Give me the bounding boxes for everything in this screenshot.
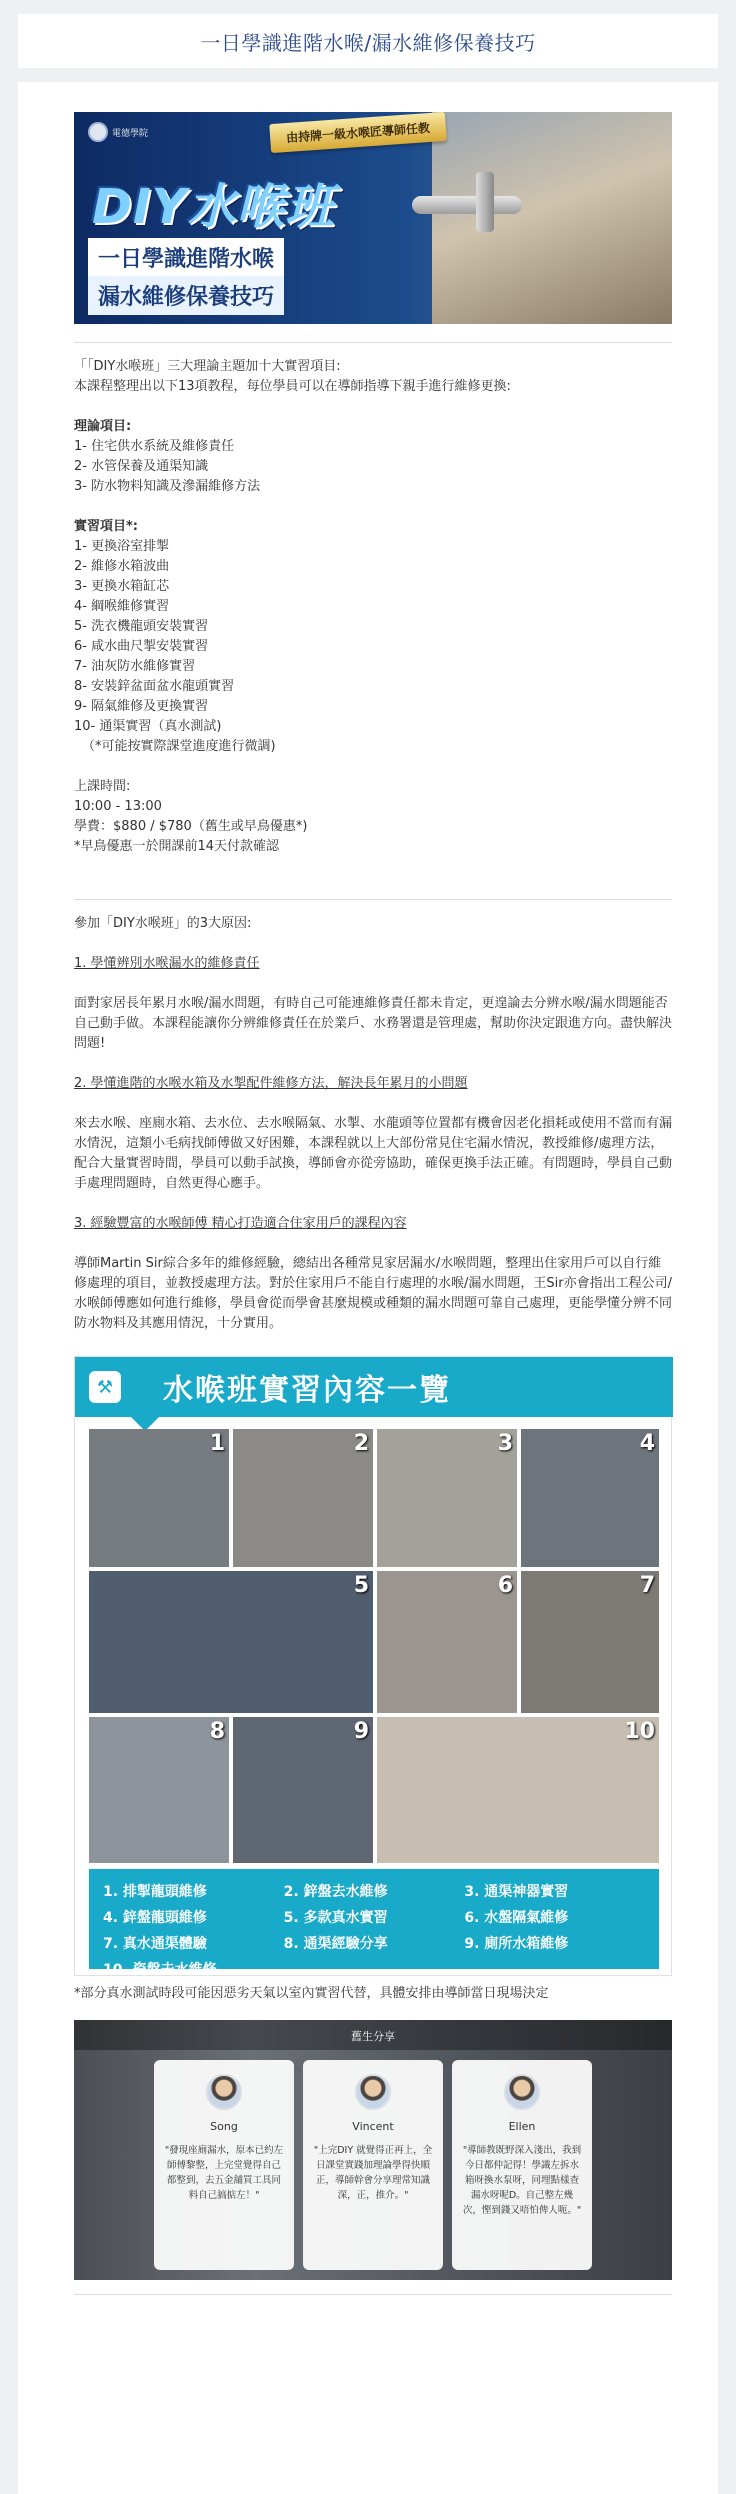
photo-number: 9 [353, 1719, 369, 1744]
legend-item: 8. 通渠經驗分享 [283, 1936, 388, 1952]
reason-1-title: 1. 學懂辨別水喉漏水的維修責任 [74, 956, 260, 971]
practical-item: 5- 洗衣機龍頭安裝實習 [74, 619, 209, 634]
schedule-time-label: 上課時間: [74, 779, 131, 794]
schedule-fee: 學費：$880 / $780（舊生或早鳥優惠*) [74, 819, 308, 834]
practical-note: （*可能按實際課堂進度進行微調) [82, 739, 276, 754]
divider [74, 342, 672, 343]
practical-item: 10- 通渠實習（真水測試) [74, 719, 222, 734]
photo-number: 6 [497, 1573, 513, 1598]
photo-number: 10 [624, 1719, 655, 1744]
logo-text: 電德學院 [112, 128, 149, 139]
practice-photo [89, 1571, 373, 1713]
hero-ribbon: 由持牌一級水喉匠導師任教 [269, 112, 447, 153]
practice-photo [233, 1429, 373, 1567]
reason-2-title: 2. 學懂進階的水喉水箱及水掣配件維修方法，解決長年累月的小問題 [74, 1076, 468, 1091]
practice-photo [521, 1429, 659, 1567]
reason-3-title: 3. 經驗豐富的水喉師傅 精心打造適合住家用戶的課程內容 [74, 1216, 407, 1231]
practical-heading: 實習項目*: [74, 519, 138, 534]
reasons-section [74, 914, 672, 1334]
practice-legend [89, 1869, 659, 1978]
practical-item: 2- 維修水箱波曲 [74, 559, 170, 574]
testimonial-card [303, 2060, 443, 2270]
article-body [74, 112, 672, 2295]
testimonial-quote: "上完DIY 就覺得正再上，全日課堂實踐加理論學得快順正，導師幹會分享理常知識深，正，推介。" [313, 2145, 433, 2201]
testimonials-image [74, 2020, 672, 2280]
intro-line: 本課程整理出以下13項教程，每位學員可以在導師指導下親手進行維修更換: [74, 379, 511, 394]
practice-photo [89, 1717, 229, 1863]
testimonial-quote: "導師教既野深入淺出，我到今日都仲記得！學識左拆水箱呀換水泵呀，同埋點樣查漏水呀呢D。自己整左幾次，慳到錢又唔怕俾人呃。" [462, 2145, 582, 2216]
reason-2-body: 來去水喉、座廁水箱、去水位、去水喉隔氣、水掣、水龍頭等位置都有機會因老化損耗或使用不當而有漏水情況，這類小毛病找師傅做又好困難，本課程就以上大部份常見住宅漏水情況，教授維修/處理方法，配合大量實習時間，學員可以動手試換，導師會亦從旁協助，確保更換手法正確。有問題時，學員自己動手處理問題時，自然更得心應手。 [74, 1116, 673, 1191]
legend-item: 10. 瓷盤去水維修 [103, 1962, 217, 1978]
pipe-graphic [412, 196, 522, 214]
legend-item: 9. 廁所水箱維修 [464, 1936, 569, 1952]
testimonial-name: Ellen [508, 2120, 536, 2133]
tap-icon: ⚒ [89, 1371, 121, 1403]
avatar [206, 2074, 242, 2110]
hero-tagline-2: 漏水維修保養技巧 [88, 276, 284, 315]
theory-item: 1- 住宅供水系統及維修責任 [74, 439, 235, 454]
testimonial-card [452, 2060, 592, 2270]
avatar [504, 2074, 540, 2110]
practical-item: 9- 隔氣維修及更換實習 [74, 699, 209, 714]
practice-overview-image [74, 1356, 672, 1976]
schedule-time: 10:00 - 13:00 [74, 799, 162, 814]
divider [74, 2294, 672, 2295]
reason-1-body: 面對家居長年累月水喉/漏水問題，有時自己可能連維修責任都未肯定，更遑論去分辨水喉/漏水問題能否自己動手做。本課程能讓你分辨維修責任在於業戶、水務署還是管理處，幫助你決定跟進方向。盡快解決問題! [74, 996, 673, 1051]
practical-item: 6- 咸水曲尺掣安裝實習 [74, 639, 209, 654]
testimonial-card [154, 2060, 294, 2270]
photo-number: 8 [209, 1719, 225, 1744]
practice-header [75, 1357, 673, 1417]
divider [74, 899, 672, 900]
legend-item: 6. 水盤隔氣維修 [464, 1910, 569, 1926]
theory-heading: 理論項目: [74, 419, 132, 434]
legend-item: 7. 真水通渠體驗 [103, 1936, 207, 1952]
legend-item: 4. 鋅盤龍頭維修 [103, 1910, 207, 1926]
photo-number: 3 [497, 1431, 513, 1456]
practice-photo [377, 1429, 517, 1567]
practice-photo [89, 1429, 229, 1567]
testimonials-title: 舊生分享 [351, 2030, 395, 2043]
practice-photo [377, 1571, 517, 1713]
academy-logo [88, 122, 148, 142]
practical-item: 4- 綱喉維修實習 [74, 599, 170, 614]
intro-line: 「「DIY水喉班」三大理論主題加十大實習項目: [74, 359, 341, 374]
course-intro [74, 357, 672, 857]
hero-tagline-1: 一日學識進階水喉 [88, 238, 284, 277]
testimonial-name: Vincent [352, 2120, 394, 2133]
hero-photo-hands [432, 112, 672, 324]
legend-item: 2. 鋅盤去水維修 [283, 1884, 388, 1900]
photo-number: 1 [209, 1431, 225, 1456]
practical-item: 7- 油灰防水維修實習 [74, 659, 196, 674]
testimonial-name: Song [210, 2120, 238, 2133]
legend-item: 5. 多款真水實習 [283, 1910, 388, 1926]
page-title: 一日學識進階水喉/漏水維修保養技巧 [200, 30, 536, 55]
testimonial-quote: "發現座廁漏水，原本已約左師傅黎整，上完堂覺得自己都整到，去五金舖買工具同料自己搞掂左！" [164, 2145, 284, 2201]
early-bird-note: *早鳥優惠一於開課前14天付款確認 [74, 839, 280, 854]
practice-photo [521, 1571, 659, 1713]
hero-course-name: DIY水喉班 [92, 179, 335, 235]
reasons-intro: 參加「DIY水喉班」的3大原因: [74, 916, 252, 931]
practice-photo [233, 1717, 373, 1863]
photo-number: 7 [639, 1573, 655, 1598]
page-header [18, 14, 718, 68]
photo-number: 5 [353, 1573, 369, 1598]
theory-item: 3- 防水物料知識及滲漏維修方法 [74, 479, 261, 494]
rain-note: *部分真水測試時段可能因惡劣天氣以室內實習代替，具體安排由導師當日現場決定 [74, 1986, 549, 2001]
photo-number: 4 [639, 1431, 655, 1456]
practical-item: 3- 更換水箱缸芯 [74, 579, 170, 594]
theory-item: 2- 水管保養及通渠知識 [74, 459, 209, 474]
practice-title: 水喉班實習內容一覽 [163, 1373, 451, 1408]
logo-badge-icon [88, 122, 108, 142]
photo-number: 2 [353, 1431, 369, 1456]
reason-3-body: 導師Martin Sir綜合多年的維修經驗，總結出各種常見家居漏水/水喉問題，整理出住家用戶可以自行維修處理的項目，並教授處理方法。對於住家用戶不能自行處理的水喉/漏水問題，王Sir亦會指出工程公司/水喉師傅應如何進行維修，學員會從而學會甚麼規模或種類的漏水問題可靠自己處理，更能學懂分辨不同防水物料及其應用情況，十分實用。 [74, 1256, 673, 1331]
legend-item: 3. 通渠神器實習 [464, 1884, 569, 1900]
practical-item: 1- 更換浴室排掣 [74, 539, 170, 554]
legend-item: 1. 排掣龍頭維修 [103, 1884, 207, 1900]
practical-item: 8- 安裝鋅盆面盆水龍頭實習 [74, 679, 235, 694]
article-card [18, 82, 718, 2494]
tap-graphic [476, 172, 494, 232]
hero-banner-image [74, 112, 672, 324]
practice-photo [377, 1717, 659, 1863]
avatar [355, 2074, 391, 2110]
